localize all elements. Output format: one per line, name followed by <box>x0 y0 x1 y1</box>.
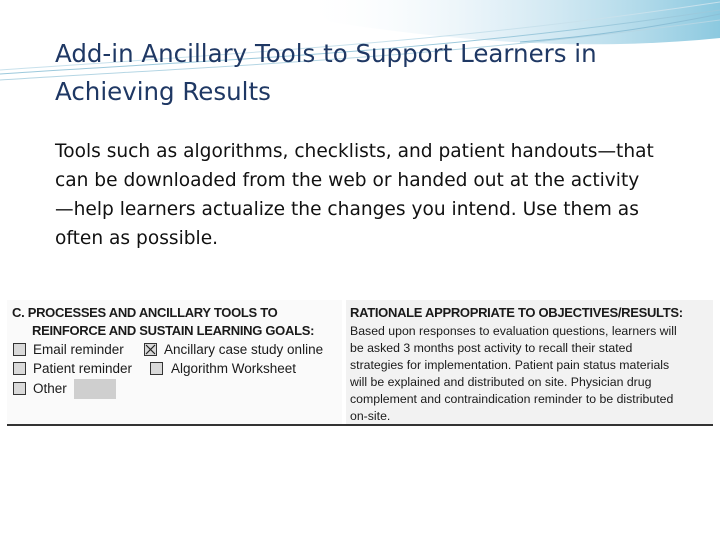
rationale-heading: RATIONALE APPROPRIATE TO OBJECTIVES/RESULTS: <box>350 305 683 320</box>
patient-reminder-checkbox[interactable] <box>13 362 26 375</box>
algorithm-worksheet-label: Algorithm Worksheet <box>171 361 297 376</box>
algorithm-worksheet-checkbox[interactable] <box>150 362 163 375</box>
other-label: Other <box>33 381 67 396</box>
slide-body-text <box>55 137 710 253</box>
other-text-field[interactable] <box>74 379 116 399</box>
ancillary-case-study-checkbox[interactable] <box>144 343 157 356</box>
rationale-line: strategies for implementation. Patient pain status materials <box>350 358 670 372</box>
email-reminder-label: Email reminder <box>33 342 124 357</box>
section-heading-line: C. PROCESSES AND ANCILLARY TOOLS TO <box>12 305 278 320</box>
rationale-line: be asked 3 months post activity to recall their stated <box>350 341 633 355</box>
section-heading-line: REINFORCE AND SUSTAIN LEARNING GOALS: <box>32 323 315 338</box>
slide-title <box>55 35 695 111</box>
rationale-line: complement and contraindication reminder to be distributed <box>350 392 674 406</box>
body-line: often as possible. <box>55 228 219 249</box>
patient-reminder-label: Patient reminder <box>33 361 133 376</box>
ancillary-case-study-label: Ancillary case study online <box>164 342 324 357</box>
form-excerpt <box>7 300 713 424</box>
slide-title-line: Add-in Ancillary Tools to Support Learners in <box>55 39 597 68</box>
email-reminder-checkbox[interactable] <box>13 343 26 356</box>
body-line: —help learners actualize the changes you intend. Use them as <box>55 199 639 220</box>
body-line: Tools such as algorithms, checklists, and patient handouts—that <box>55 141 654 162</box>
body-line: can be downloaded from the web or handed out at the activity <box>55 170 640 191</box>
rationale-line: will be explained and distributed on site. Physician drug <box>350 375 652 389</box>
slide-title-line: Achieving Results <box>55 77 271 106</box>
checkmark-x-icon <box>145 344 156 355</box>
rationale-line: on-site. <box>350 409 391 423</box>
other-checkbox[interactable] <box>13 382 26 395</box>
rationale-line: Based upon responses to evaluation questions, learners will <box>350 324 677 338</box>
